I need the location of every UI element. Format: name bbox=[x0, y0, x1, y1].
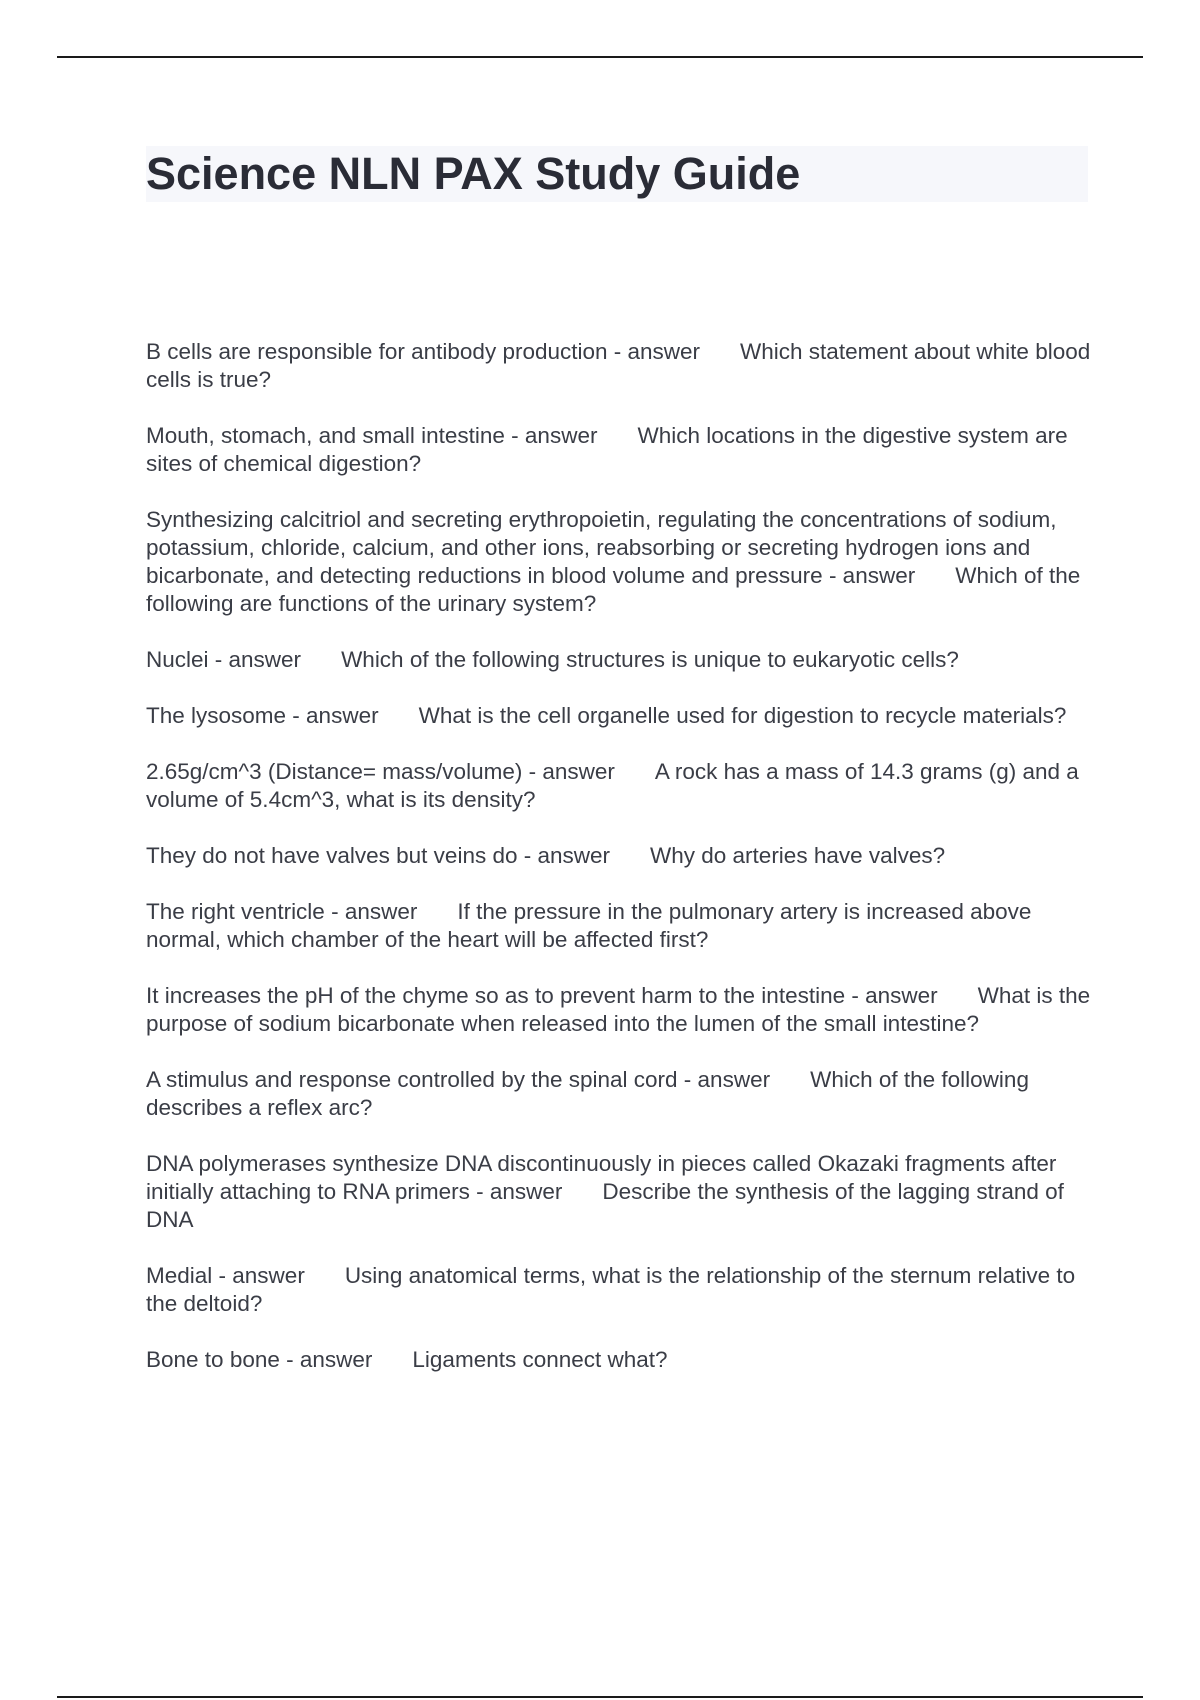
qa-question: Which locations in the digestive system are sites of chemical digestion? bbox=[146, 423, 1068, 476]
qa-question: If the pressure in the pulmonary artery is increased above normal, which chamber of the heart will be affected first? bbox=[146, 899, 1032, 952]
qa-item bbox=[146, 1066, 1096, 1122]
qa-answer: The right ventricle - answer bbox=[146, 899, 418, 924]
qa-item bbox=[146, 1346, 1096, 1374]
qa-question: Using anatomical terms, what is the relationship of the sternum relative to the deltoid? bbox=[146, 1263, 1076, 1316]
top-rule bbox=[57, 56, 1143, 58]
qa-item bbox=[146, 422, 1096, 478]
qa-question: A rock has a mass of 14.3 grams (g) and a volume of 5.4cm^3, what is its density? bbox=[146, 759, 1079, 812]
qa-answer: 2.65g/cm^3 (Distance= mass/volume) - answer bbox=[146, 759, 615, 784]
qa-answer: The lysosome - answer bbox=[146, 703, 379, 728]
qa-item bbox=[146, 982, 1096, 1038]
bottom-rule bbox=[57, 1696, 1143, 1698]
qa-question: Which statement about white blood cells is true? bbox=[146, 339, 1091, 392]
qa-answer: They do not have valves but veins do - answer bbox=[146, 843, 611, 868]
qa-question: What is the purpose of sodium bicarbonate when released into the lumen of the small intestine? bbox=[146, 983, 1091, 1036]
qa-answer: Medial - answer bbox=[146, 1263, 305, 1288]
qa-answer: DNA polymerases synthesize DNA discontinuously in pieces called Okazaki fragments after initially attaching to RNA primers - answer bbox=[146, 1151, 1057, 1204]
qa-item bbox=[146, 506, 1096, 618]
qa-question: Ligaments connect what? bbox=[412, 1347, 668, 1372]
qa-item bbox=[146, 1262, 1096, 1318]
qa-list bbox=[146, 338, 1096, 1402]
qa-answer: Synthesizing calcitriol and secreting erythropoietin, regulating the concentrations of sodium, potassium, chloride, calcium, and other ions, reabsorbing or secreting hydrogen ions and bicarbonate, and detecting reductions in blood volume and pressure - answer bbox=[146, 507, 1057, 588]
qa-item bbox=[146, 758, 1096, 814]
qa-item bbox=[146, 702, 1096, 730]
qa-answer: Mouth, stomach, and small intestine - answer bbox=[146, 423, 598, 448]
qa-answer: Bone to bone - answer bbox=[146, 1347, 373, 1372]
qa-question: Describe the synthesis of the lagging strand of DNA bbox=[146, 1179, 1064, 1232]
qa-question: What is the cell organelle used for digestion to recycle materials? bbox=[418, 703, 1067, 728]
qa-question: Why do arteries have valves? bbox=[650, 843, 946, 868]
qa-item bbox=[146, 338, 1096, 394]
qa-question: Which of the following describes a reflex arc? bbox=[146, 1067, 1029, 1120]
qa-question: Which of the following structures is unique to eukaryotic cells? bbox=[341, 647, 959, 672]
qa-answer: B cells are responsible for antibody production - answer bbox=[146, 339, 701, 364]
qa-answer: It increases the pH of the chyme so as to prevent harm to the intestine - answer bbox=[146, 983, 938, 1008]
qa-question: Which of the following are functions of the urinary system? bbox=[146, 563, 1081, 616]
qa-answer: A stimulus and response controlled by the spinal cord - answer bbox=[146, 1067, 771, 1092]
page-title: Science NLN PAX Study Guide bbox=[146, 148, 801, 199]
qa-answer: Nuclei - answer bbox=[146, 647, 302, 672]
qa-item bbox=[146, 646, 1096, 674]
qa-item bbox=[146, 898, 1096, 954]
qa-item bbox=[146, 1150, 1096, 1234]
qa-item bbox=[146, 842, 1096, 870]
